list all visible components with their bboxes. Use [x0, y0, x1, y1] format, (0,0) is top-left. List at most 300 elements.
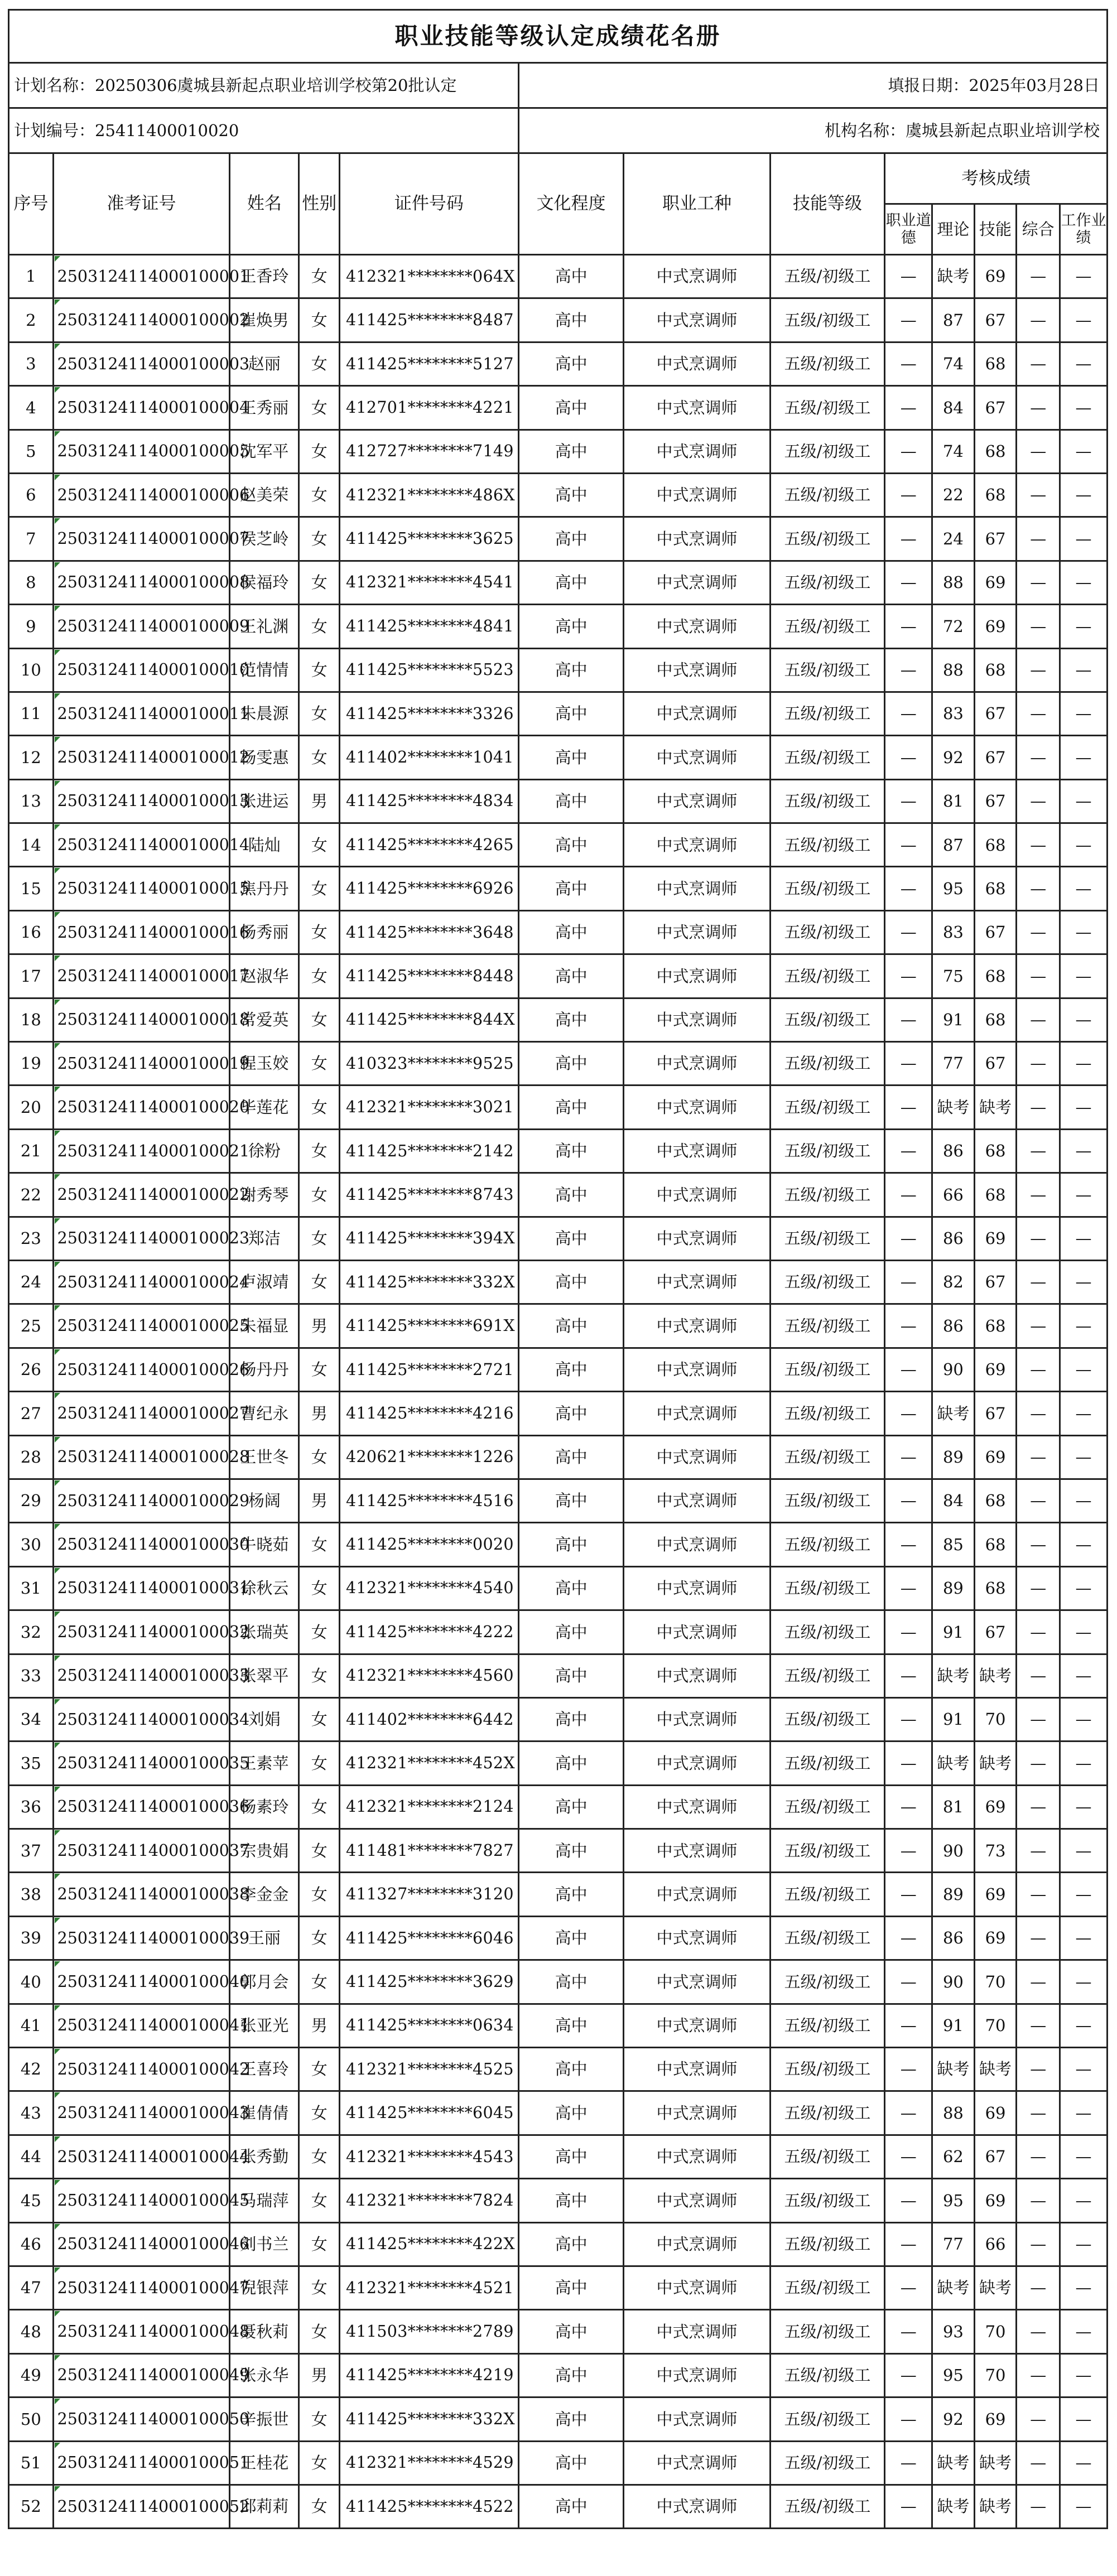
cell-marker	[55, 2180, 60, 2186]
ticket-number-text: 2503124114000100012	[57, 748, 250, 767]
education: 高中	[518, 823, 624, 867]
ethics-score: —	[885, 1697, 932, 1741]
table-row	[9, 473, 1108, 517]
education: 高中	[518, 1042, 624, 1086]
cell-marker	[55, 2005, 60, 2011]
education: 高中	[518, 1742, 624, 1785]
cell-marker	[55, 1961, 60, 1967]
theory-score: 83	[932, 910, 975, 954]
gender: 女	[299, 1873, 340, 1916]
work-score: —	[1060, 2135, 1108, 2178]
skill-score: 67	[974, 517, 1017, 561]
row-no: 41	[9, 2004, 54, 2047]
education: 高中	[518, 1479, 624, 1522]
id-number: 411481********7827	[340, 1829, 519, 1873]
ticket-number-text: 2503124114000100032	[57, 1622, 250, 1641]
overall-score: —	[1017, 2179, 1060, 2222]
work-score: —	[1060, 1479, 1108, 1522]
occupation: 中式烹调师	[624, 1916, 770, 1960]
occupation: 中式烹调师	[624, 1610, 770, 1654]
education: 高中	[518, 648, 624, 692]
theory-score: 92	[932, 736, 975, 779]
cell-marker	[55, 1743, 60, 1748]
overall-score: —	[1017, 779, 1060, 823]
education: 高中	[518, 1697, 624, 1741]
work-score: —	[1060, 1348, 1108, 1391]
ticket-number-text: 2503124114000100040	[57, 1972, 250, 1991]
cell-marker	[55, 300, 60, 305]
work-score: —	[1060, 2266, 1108, 2309]
id-number: 411425********3648	[340, 910, 519, 954]
ticket-number-text: 2503124114000100005	[57, 442, 250, 461]
ticket-number	[53, 648, 250, 692]
person-name: 程玉姣	[230, 1042, 299, 1086]
theory-score: 95	[932, 2179, 975, 2222]
skill-level: 五级/初级工	[770, 2266, 885, 2309]
id-number: 411425********6926	[340, 867, 519, 910]
theory-score: 77	[932, 2222, 975, 2266]
occupation: 中式烹调师	[624, 2222, 770, 2266]
overall-score: —	[1017, 605, 1060, 648]
theory-score: 87	[932, 823, 975, 867]
education: 高中	[518, 2266, 624, 2309]
id-number: 411425********3629	[340, 1960, 519, 2004]
ticket-number-text: 2503124114000100044	[57, 2147, 250, 2166]
work-score: —	[1060, 342, 1108, 385]
cell-marker	[55, 2355, 60, 2361]
overall-score: —	[1017, 2048, 1060, 2091]
row-no: 47	[9, 2266, 54, 2309]
ticket-number	[53, 298, 250, 342]
cell-marker	[55, 2092, 60, 2098]
theory-score: 87	[932, 298, 975, 342]
occupation: 中式烹调师	[624, 1348, 770, 1391]
cell-marker	[55, 2049, 60, 2054]
row-no: 9	[9, 605, 54, 648]
overall-score: —	[1017, 1523, 1060, 1566]
occupation: 中式烹调师	[624, 779, 770, 823]
ethics-score: —	[885, 1348, 932, 1391]
gender: 女	[299, 2310, 340, 2353]
skill-level: 五级/初级工	[770, 1829, 885, 1873]
person-name: 李金金	[230, 1873, 299, 1916]
skill-level: 五级/初级工	[770, 2397, 885, 2441]
occupation: 中式烹调师	[624, 2135, 770, 2178]
occupation: 中式烹调师	[624, 517, 770, 561]
ticket-number-text: 2503124114000100046	[57, 2235, 250, 2254]
occupation: 中式烹调师	[624, 954, 770, 998]
occupation: 中式烹调师	[624, 2266, 770, 2309]
ethics-score: —	[885, 2485, 932, 2528]
table-row	[9, 998, 1108, 1041]
person-name: 常爱英	[230, 998, 299, 1041]
id-number: 411425********0020	[340, 1523, 519, 1566]
ticket-number-text: 2503124114000100001	[57, 267, 250, 286]
education: 高中	[518, 298, 624, 342]
skill-score: 67	[974, 1042, 1017, 1086]
ethics-score: —	[885, 255, 932, 298]
education: 高中	[518, 910, 624, 954]
table-row	[9, 692, 1108, 735]
overall-score: —	[1017, 386, 1060, 430]
ethics-score: —	[885, 2397, 932, 2441]
work-score: —	[1060, 1654, 1108, 1697]
occupation: 中式烹调师	[624, 2091, 770, 2135]
table-row	[9, 1348, 1108, 1391]
skill-level: 五级/初级工	[770, 2485, 885, 2528]
ethics-score: —	[885, 1960, 932, 2004]
row-no: 7	[9, 517, 54, 561]
table-row	[9, 2441, 1108, 2485]
ethics-score: —	[885, 954, 932, 998]
occupation: 中式烹调师	[624, 1304, 770, 1348]
ethics-score: —	[885, 473, 932, 517]
gender: 女	[299, 2222, 340, 2266]
header-theory: 理论	[932, 204, 975, 255]
work-score: —	[1060, 1042, 1108, 1086]
gender: 女	[299, 2397, 340, 2441]
education: 高中	[518, 2004, 624, 2047]
education: 高中	[518, 605, 624, 648]
skill-score: 68	[974, 1566, 1017, 1610]
occupation: 中式烹调师	[624, 1742, 770, 1785]
ticket-number	[53, 1697, 250, 1741]
person-name: 侯芝岭	[230, 517, 299, 561]
overall-score: —	[1017, 1785, 1060, 1829]
skill-level: 五级/初级工	[770, 1217, 885, 1260]
id-number: 412321********2124	[340, 1785, 519, 1829]
plan-code: 计划编号：25411400010020	[9, 108, 519, 153]
person-name: 谢秀琴	[230, 1173, 299, 1217]
ticket-number-text: 2503124114000100034	[57, 1710, 250, 1729]
person-name: 王香玲	[230, 255, 299, 298]
overall-score: —	[1017, 736, 1060, 779]
ethics-score: —	[885, 648, 932, 692]
ticket-number	[53, 1785, 250, 1829]
ticket-number-text: 2503124114000100020	[57, 1098, 250, 1117]
row-no: 29	[9, 1479, 54, 1522]
overall-score: —	[1017, 954, 1060, 998]
id-number: 412321********4521	[340, 2266, 519, 2309]
gender: 女	[299, 867, 340, 910]
education: 高中	[518, 2353, 624, 2397]
occupation: 中式烹调师	[624, 910, 770, 954]
table-row	[9, 561, 1108, 604]
gender: 男	[299, 1304, 340, 1348]
gender: 女	[299, 1610, 340, 1654]
theory-score: 93	[932, 2310, 975, 2353]
row-no: 8	[9, 561, 54, 604]
work-score: —	[1060, 2222, 1108, 2266]
gender: 女	[299, 1742, 340, 1785]
cell-marker	[55, 256, 60, 262]
work-score: —	[1060, 2179, 1108, 2222]
overall-score: —	[1017, 1654, 1060, 1697]
cell-marker	[55, 1656, 60, 1661]
occupation: 中式烹调师	[624, 1479, 770, 1522]
education: 高中	[518, 2135, 624, 2178]
ethics-score: —	[885, 342, 932, 385]
table-row	[9, 867, 1108, 910]
gender: 女	[299, 386, 340, 430]
education: 高中	[518, 1873, 624, 1916]
table-row	[9, 1523, 1108, 1566]
theory-score: 83	[932, 692, 975, 735]
ticket-number	[53, 910, 250, 954]
ethics-score: —	[885, 2135, 932, 2178]
skill-score: 68	[974, 954, 1017, 998]
gender: 女	[299, 1435, 340, 1479]
education: 高中	[518, 1523, 624, 1566]
occupation: 中式烹调师	[624, 1435, 770, 1479]
id-number: 411425********4222	[340, 1610, 519, 1654]
gender: 女	[299, 2091, 340, 2135]
overall-score: —	[1017, 517, 1060, 561]
theory-score: 90	[932, 1960, 975, 2004]
cell-marker	[55, 2486, 60, 2492]
overall-score: —	[1017, 2353, 1060, 2397]
ticket-number	[53, 2266, 250, 2309]
education: 高中	[518, 1348, 624, 1391]
ticket-number-text: 2503124114000100007	[57, 529, 250, 548]
person-name: 张瑞英	[230, 1610, 299, 1654]
work-score: —	[1060, 430, 1108, 473]
theory-score: 91	[932, 1610, 975, 1654]
work-score: —	[1060, 867, 1108, 910]
cell-marker	[55, 824, 60, 830]
occupation: 中式烹调师	[624, 1260, 770, 1304]
person-name: 牛晓茹	[230, 1523, 299, 1566]
id-number: 412321********4529	[340, 2441, 519, 2485]
work-score: —	[1060, 954, 1108, 998]
occupation: 中式烹调师	[624, 998, 770, 1041]
ticket-number	[53, 1173, 250, 1217]
gender: 女	[299, 1129, 340, 1173]
ticket-number	[53, 692, 250, 735]
table-row	[9, 1873, 1108, 1916]
cell-marker	[55, 344, 60, 349]
ethics-score: —	[885, 1042, 932, 1086]
table-row	[9, 1304, 1108, 1348]
work-score: —	[1060, 2091, 1108, 2135]
occupation: 中式烹调师	[624, 561, 770, 604]
ticket-number-text: 2503124114000100031	[57, 1579, 250, 1598]
skill-score: 68	[974, 648, 1017, 692]
ticket-number	[53, 342, 250, 385]
theory-score: 缺考	[932, 2266, 975, 2309]
table-row	[9, 823, 1108, 867]
ethics-score: —	[885, 1829, 932, 1873]
skill-level: 五级/初级工	[770, 605, 885, 648]
work-score: —	[1060, 1260, 1108, 1304]
ticket-number-text: 2503124114000100021	[57, 1141, 250, 1160]
table-row	[9, 1829, 1108, 1873]
skill-level: 五级/初级工	[770, 1435, 885, 1479]
ticket-number-text: 2503124114000100017	[57, 966, 250, 985]
skill-level: 五级/初级工	[770, 954, 885, 998]
ticket-number	[53, 1348, 250, 1391]
id-number: 412321********4525	[340, 2048, 519, 2091]
id-number: 420621********1226	[340, 1435, 519, 1479]
education: 高中	[518, 1260, 624, 1304]
skill-score: 67	[974, 692, 1017, 735]
theory-score: 95	[932, 867, 975, 910]
gender: 女	[299, 998, 340, 1041]
person-name: 曹纪永	[230, 1392, 299, 1435]
table-row	[9, 2179, 1108, 2222]
id-number: 411425********4219	[340, 2353, 519, 2397]
ethics-score: —	[885, 2048, 932, 2091]
ethics-score: —	[885, 2310, 932, 2353]
gender: 女	[299, 1785, 340, 1829]
overall-score: —	[1017, 2397, 1060, 2441]
work-score: —	[1060, 1829, 1108, 1873]
gender: 女	[299, 1173, 340, 1217]
row-no: 50	[9, 2397, 54, 2441]
occupation: 中式烹调师	[624, 1173, 770, 1217]
ticket-number-text: 2503124114000100014	[57, 835, 250, 854]
skill-score: 69	[974, 1916, 1017, 1960]
gender: 女	[299, 342, 340, 385]
skill-level: 五级/初级工	[770, 779, 885, 823]
skill-score: 73	[974, 1829, 1017, 1873]
education: 高中	[518, 1392, 624, 1435]
ticket-number	[53, 1523, 250, 1566]
skill-score: 缺考	[974, 2485, 1017, 2528]
ethics-score: —	[885, 1916, 932, 1960]
theory-score: 90	[932, 1829, 975, 1873]
header-gender: 性别	[299, 153, 340, 255]
row-no: 32	[9, 1610, 54, 1654]
ticket-number-text: 2503124114000100002	[57, 311, 250, 330]
ticket-number	[53, 2004, 250, 2047]
table-row	[9, 605, 1108, 648]
cell-marker	[55, 912, 60, 918]
occupation: 中式烹调师	[624, 1086, 770, 1129]
ticket-number-text: 2503124114000100013	[57, 792, 250, 811]
ethics-score: —	[885, 517, 932, 561]
person-name: 朱晨源	[230, 692, 299, 735]
work-score: —	[1060, 605, 1108, 648]
row-no: 30	[9, 1523, 54, 1566]
ticket-number-text: 2503124114000100003	[57, 354, 250, 373]
id-number: 411327********3120	[340, 1873, 519, 1916]
cell-marker	[55, 1174, 60, 1180]
table-row	[9, 1042, 1108, 1086]
ethics-score: —	[885, 298, 932, 342]
table-row	[9, 1916, 1108, 1960]
gender: 男	[299, 779, 340, 823]
education: 高中	[518, 1435, 624, 1479]
row-no: 21	[9, 1129, 54, 1173]
id-number: 411402********1041	[340, 736, 519, 779]
overall-score: —	[1017, 2135, 1060, 2178]
row-no: 23	[9, 1217, 54, 1260]
ticket-number-text: 2503124114000100028	[57, 1448, 250, 1467]
table-row	[9, 2222, 1108, 2266]
skill-score: 68	[974, 1523, 1017, 1566]
table-row	[9, 255, 1108, 298]
ticket-number	[53, 2310, 250, 2353]
ticket-number-text: 2503124114000100016	[57, 923, 250, 942]
ticket-number	[53, 561, 250, 604]
id-number: 411425********6046	[340, 1916, 519, 1960]
ticket-number-text: 2503124114000100023	[57, 1229, 250, 1248]
occupation: 中式烹调师	[624, 342, 770, 385]
table-row	[9, 779, 1108, 823]
gender: 女	[299, 1348, 340, 1391]
education: 高中	[518, 779, 624, 823]
skill-score: 68	[974, 823, 1017, 867]
table-row	[9, 1479, 1108, 1522]
row-no: 48	[9, 2310, 54, 2353]
occupation: 中式烹调师	[624, 430, 770, 473]
ethics-score: —	[885, 1217, 932, 1260]
gender: 女	[299, 1960, 340, 2004]
skill-level: 五级/初级工	[770, 1697, 885, 1741]
row-no: 51	[9, 2441, 54, 2485]
skill-level: 五级/初级工	[770, 1916, 885, 1960]
gender: 女	[299, 517, 340, 561]
ethics-score: —	[885, 2266, 932, 2309]
ticket-number-text: 2503124114000100024	[57, 1272, 250, 1291]
ticket-number-text: 2503124114000100006	[57, 485, 250, 504]
ethics-score: —	[885, 605, 932, 648]
table-row	[9, 386, 1108, 430]
ethics-score: —	[885, 2179, 932, 2222]
person-name: 赵淑华	[230, 954, 299, 998]
table-row	[9, 2091, 1108, 2135]
theory-score: 89	[932, 1873, 975, 1916]
table-row	[9, 1610, 1108, 1654]
theory-score: 缺考	[932, 1086, 975, 1129]
row-no: 6	[9, 473, 54, 517]
skill-score: 68	[974, 430, 1017, 473]
plan-name: 计划名称：20250306虞城县新起点职业培训学校第20批认定	[9, 63, 519, 108]
skill-score: 缺考	[974, 1086, 1017, 1129]
overall-score: —	[1017, 1042, 1060, 1086]
ethics-score: —	[885, 561, 932, 604]
person-name: 刘书兰	[230, 2222, 299, 2266]
row-no: 20	[9, 1086, 54, 1129]
overall-score: —	[1017, 1260, 1060, 1304]
overall-score: —	[1017, 998, 1060, 1041]
cell-marker	[55, 781, 60, 787]
ticket-number-text: 2503124114000100039	[57, 1928, 250, 1947]
skill-level: 五级/初级工	[770, 1173, 885, 1217]
ticket-number-text: 2503124114000100022	[57, 1185, 250, 1204]
education: 高中	[518, 1566, 624, 1610]
ticket-number	[53, 1654, 250, 1697]
id-number: 411425********2142	[340, 1129, 519, 1173]
occupation: 中式烹调师	[624, 1697, 770, 1741]
ticket-number	[53, 2353, 250, 2397]
occupation: 中式烹调师	[624, 2397, 770, 2441]
header-skill: 技能	[974, 204, 1017, 255]
id-number: 412321********4541	[340, 561, 519, 604]
education: 高中	[518, 255, 624, 298]
skill-score: 70	[974, 2004, 1017, 2047]
cell-marker	[55, 606, 60, 611]
gender: 女	[299, 1829, 340, 1873]
work-score: —	[1060, 2397, 1108, 2441]
row-no: 25	[9, 1304, 54, 1348]
education: 高中	[518, 2048, 624, 2091]
skill-level: 五级/初级工	[770, 1523, 885, 1566]
row-no: 3	[9, 342, 54, 385]
ethics-score: —	[885, 2353, 932, 2397]
education: 高中	[518, 867, 624, 910]
